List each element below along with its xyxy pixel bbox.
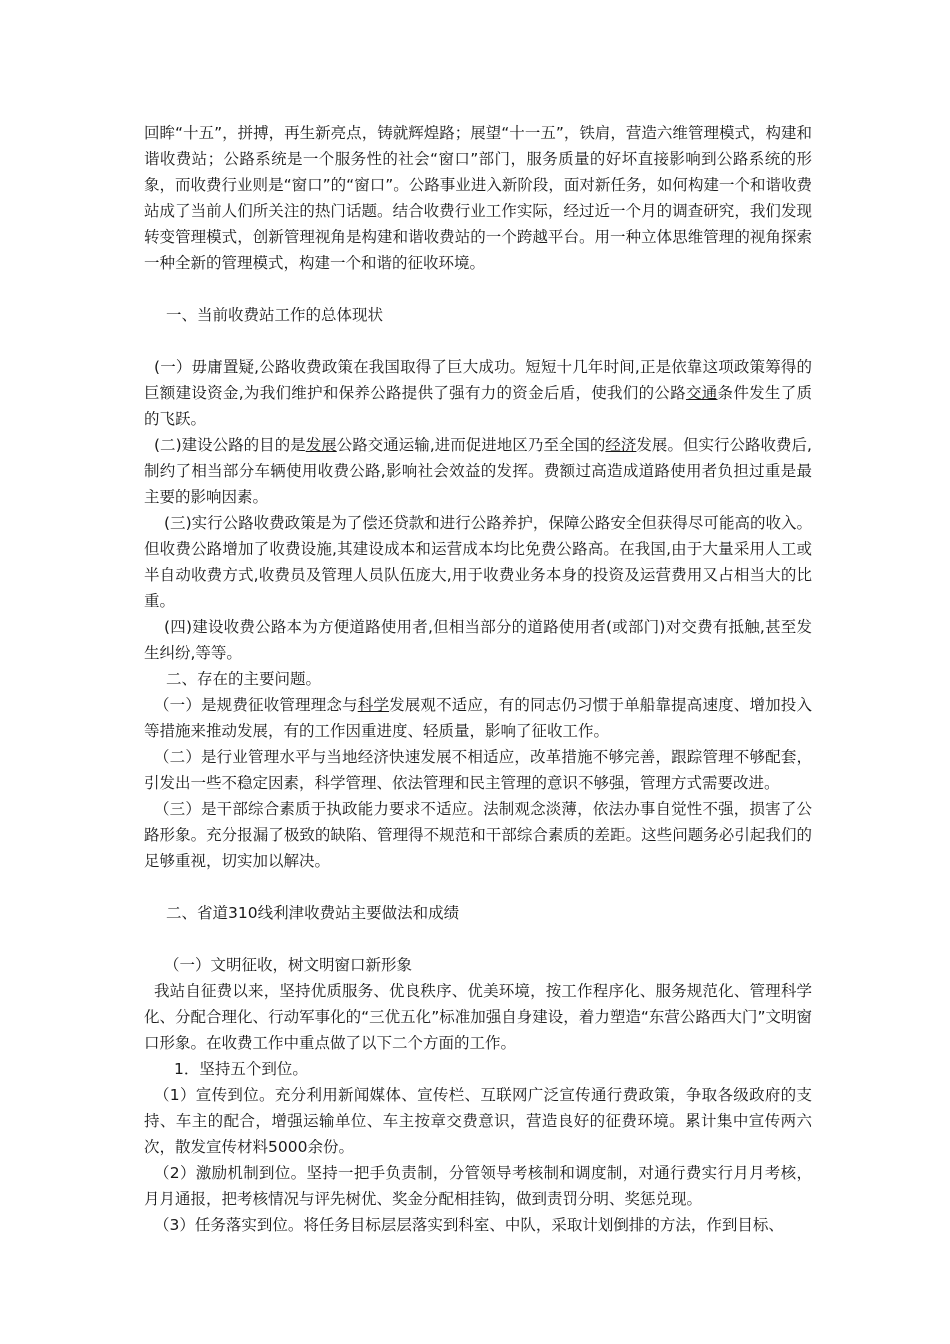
text-run: (一）毋庸置疑,公路收费政策在我国取得了巨大成功。短短十几年时间,正是依靠这项政策筹得的巨额建设资金,为我们维护和保养公路提供了强有力的资金后盾，使我们的公路 bbox=[144, 358, 812, 402]
section-3-item-1: （1）宣传到位。充分利用新闻媒体、宣传栏、互联网广泛宣传通行费政策，争取各级政府的支持、车主的配合，增强运输单位、车主按章交费意识，营造良好的征费环境。累计集中宣传两六次，散发宣传材料5000余份。 bbox=[144, 1086, 812, 1156]
section-1-paragraph-3: (三)实行公路收费政策是为了偿还贷款和进行公路养护，保障公路安全但获得尽可能高的收入。但收费公路增加了收费设施,其建设成本和运营成本均比免费公路高。在我国,由于大量采用人工或半自动收费方式,收费员及管理人员队伍庞大,用于收费业务本身的投资及运营费用又占相当大的比重。 bbox=[144, 514, 812, 610]
section-1-paragraph-2 bbox=[144, 432, 812, 510]
text-run: 条件发生了质的飞跃。 bbox=[144, 384, 812, 428]
section-3-subtitle-1: （一）文明征收，树文明窗口新形象 bbox=[164, 956, 413, 974]
section-3-paragraph-1: 我站自征费以来，坚持优质服务、优良秩序、优美环境，按工作程序化、服务规范化、管理科学化、分配合理化、行动军事化的“三优五化”标准加强自身建设，着力塑造“东营公路西大门”文明窗口形象。在收费工作中重点做了以下二个方面的工作。 bbox=[144, 982, 812, 1052]
link-jiaotong[interactable]: 交通 bbox=[685, 384, 718, 402]
section-1-paragraph-1 bbox=[144, 354, 812, 432]
section-1-paragraph-4: (四)建设收费公路本为方便道路使用者,但相当部分的道路使用者(或部门)对交费有抵触,甚至发生纠纷,等等。 bbox=[144, 618, 812, 662]
section-2-paragraph-2: （二）是行业管理水平与当地经济快速发展不相适应，改革措施不够完善，跟踪管理不够配套，引发出一些不稳定因素，科学管理、依法管理和民主管理的意识不够强，管理方式需要改进。 bbox=[144, 748, 812, 792]
text-run: 发展。但实行公路收费后,制约了相当部分车辆使用收费公路,影响社会效益的发挥。费额过高造成道路使用者负担过重是最主要的影响因素。 bbox=[144, 436, 812, 506]
link-fazhan[interactable]: 发展 bbox=[305, 436, 337, 454]
link-kexue[interactable]: 科学 bbox=[357, 696, 390, 714]
section-3-title: 二、省道310线利津收费站主要做法和成绩 bbox=[166, 904, 460, 922]
text-run: (二)建设公路的目的是 bbox=[154, 436, 306, 454]
text-run: （一）是规费征收管理理念与 bbox=[154, 696, 358, 714]
section-2-paragraph-3: （三）是干部综合素质于执政能力要求不适应。法制观念淡薄，依法办事自觉性不强，损害了公路形象。充分报漏了极致的缺陷、管理得不规范和干部综合素质的差距。这些问题务必引起我们的足够重视，切实加以解决。 bbox=[144, 800, 812, 870]
document-page bbox=[144, 120, 812, 1238]
intro-paragraph: 回眸“十五”，拼搏，再生新亮点，铸就辉煌路；展望“十一五”，铁肩，营造六维管理模式，构建和谐收费站；公路系统是一个服务性的社会“窗口”部门，服务质量的好坏直接影响到公路系统的形象，而收费行业则是“窗口”的“窗口”。公路事业进入新阶段，面对新任务，如何构建一个和谐收费站成了当前人们所关注的热门话题。结合收费行业工作实际，经过近一个月的调查研究，我们发现转变管理模式，创新管理视角是构建和谐收费站的一个跨越平台。用一种立体思维管理的视角探索一种全新的管理模式，构建一个和谐的征收环境。 bbox=[144, 124, 812, 272]
text-run: 公路交通运输,进而促进地区乃至全国的 bbox=[336, 436, 606, 454]
section-1-title: 一、当前收费站工作的总体现状 bbox=[166, 306, 384, 324]
section-2-paragraph-1 bbox=[144, 692, 812, 744]
text-run: 发展观不适应，有的同志仍习惯于单船靠提高速度、增加投入等措施来推动发展，有的工作因重进度、轻质量，影响了征收工作。 bbox=[144, 696, 812, 740]
section-3-item-3: （3）任务落实到位。将任务目标层层落实到科室、中队，采取计划倒排的方法，作到目标、 bbox=[154, 1216, 784, 1234]
link-jingji[interactable]: 经济 bbox=[605, 436, 637, 454]
section-3-item-2: （2）激励机制到位。坚持一把手负责制，分管领导考核制和调度制，对通行费实行月月考核，月月通报，把考核情况与评先树优、奖金分配相挂钩，做到责罚分明、奖惩兑现。 bbox=[144, 1164, 812, 1208]
section-2-title: 二、存在的主要问题。 bbox=[166, 670, 322, 688]
section-3-numbered-heading-1: 1．坚持五个到位。 bbox=[174, 1060, 308, 1078]
